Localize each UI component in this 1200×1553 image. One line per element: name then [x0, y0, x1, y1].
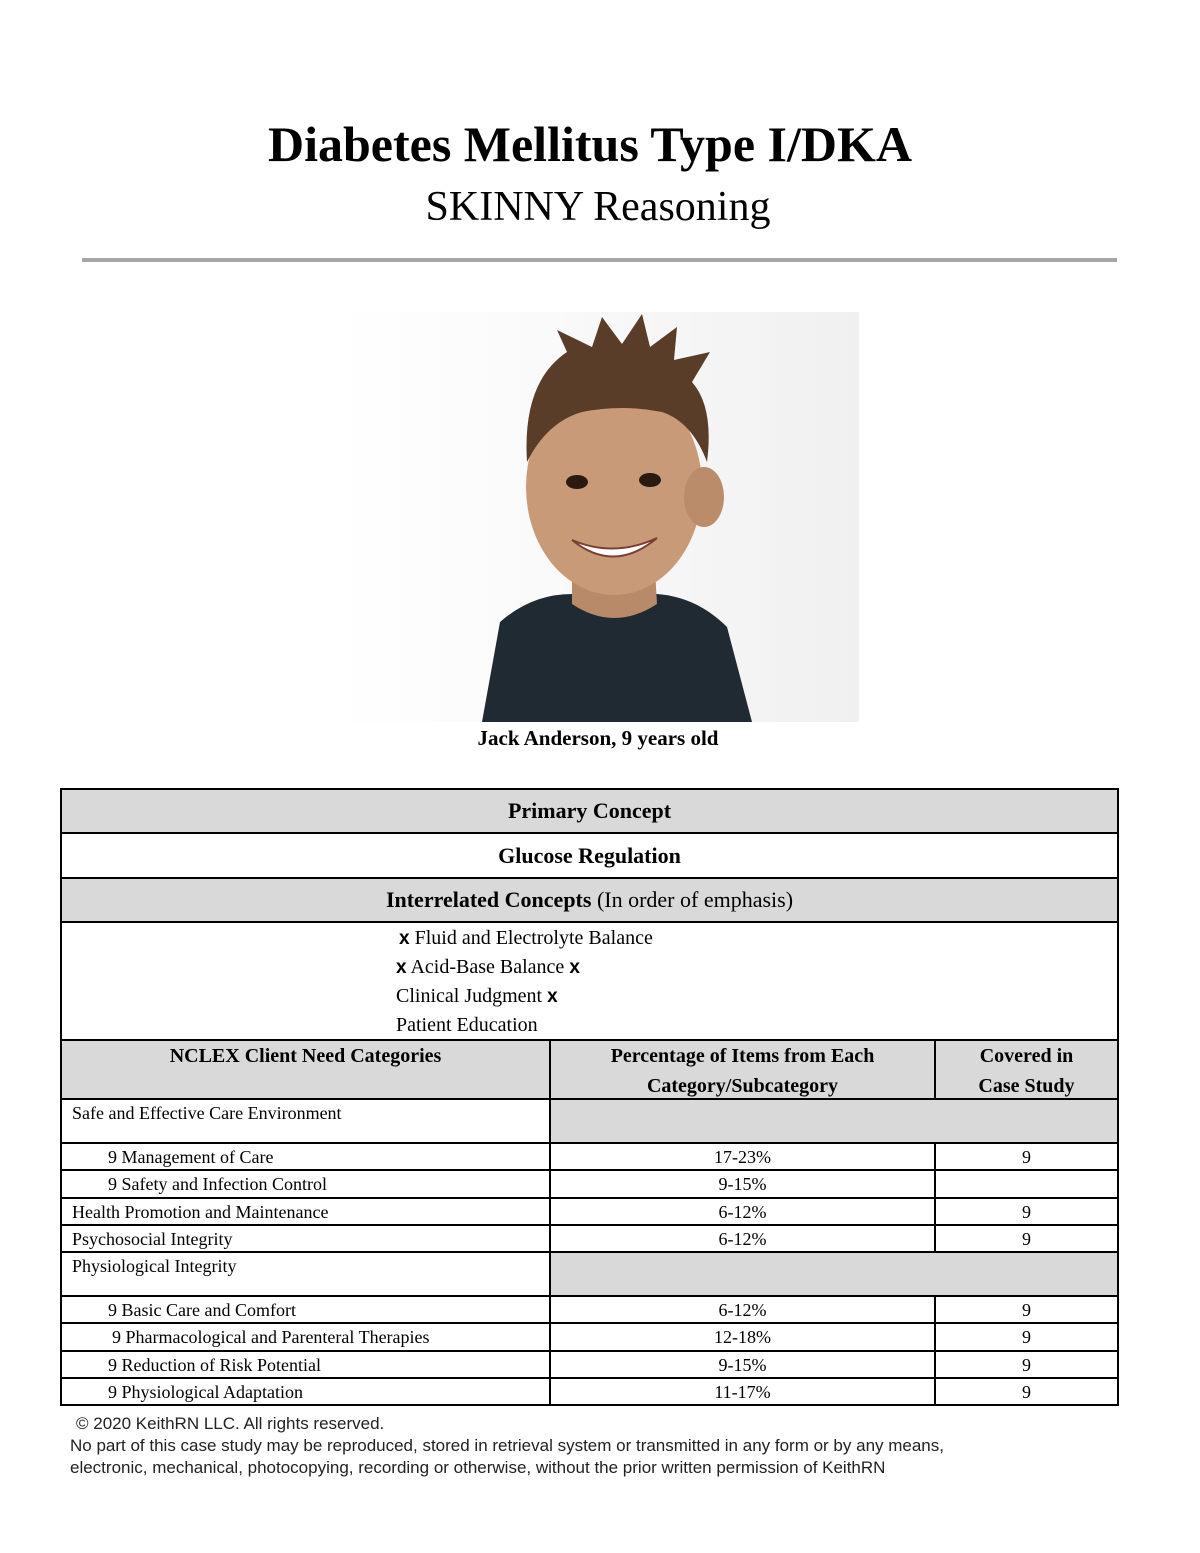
- primary-concept-value: Glucose Regulation: [62, 834, 1117, 879]
- percentage-cell: 6-12%: [551, 1199, 936, 1224]
- covered-cell: 9: [1022, 1147, 1031, 1167]
- interrelated-concepts-note: (In order of emphasis): [596, 887, 794, 912]
- covered-cell: [936, 1171, 1117, 1197]
- concept-text: Patient Education: [396, 1014, 538, 1036]
- table-row: [62, 1379, 1117, 1404]
- covered-cell: 9: [1022, 1300, 1031, 1320]
- left-eye-shape: [566, 475, 588, 489]
- notice-line: electronic, mechanical, photocopying, recording or otherwise, without the prior written permission of KeithRN: [70, 1458, 886, 1477]
- table-row: [62, 1100, 1117, 1144]
- percentage-cell: 6-12%: [551, 1297, 936, 1322]
- table-row: [62, 1171, 1117, 1199]
- category-label: Health Promotion and Maintenance: [62, 1199, 551, 1224]
- document-title: Diabetes Mellitus Type I/DKA: [268, 116, 912, 172]
- table-row: [62, 1226, 1117, 1253]
- subcategory-label: 9 Safety and Infection Control: [62, 1171, 551, 1197]
- table-row: [62, 1144, 1117, 1171]
- percentage-cell: 17-23%: [551, 1144, 936, 1169]
- photo-caption: Jack Anderson, 9 years old: [477, 726, 719, 750]
- interrelated-concepts-header: [62, 879, 1117, 923]
- concept-text: Acid-Base Balance: [410, 956, 565, 978]
- ear-shape: [684, 467, 724, 527]
- header-covered-line: Case Study: [978, 1075, 1075, 1097]
- title-divider: [82, 258, 1117, 262]
- header-covered-line: Covered in: [979, 1045, 1074, 1067]
- category-label: Psychosocial Integrity: [62, 1226, 551, 1251]
- header-covered: [936, 1041, 1117, 1098]
- concept-line: [396, 982, 558, 1011]
- interrelated-concepts-list: [62, 923, 1117, 1041]
- header-percentage: [551, 1041, 936, 1098]
- percentage-cell: 11-17%: [551, 1379, 936, 1404]
- subcategory-label: 9 Physiological Adaptation: [62, 1379, 551, 1404]
- percentage-cell: 6-12%: [551, 1226, 936, 1251]
- subcategory-label: 9 Pharmacological and Parenteral Therapies: [62, 1324, 551, 1350]
- concept-line: [396, 953, 580, 982]
- copyright-footer: [70, 1413, 1170, 1479]
- checkmark-x-icon: x: [569, 957, 580, 978]
- right-eye-shape: [639, 473, 661, 487]
- percentage-cell: 12-18%: [551, 1324, 936, 1350]
- covered-cell: 9: [1022, 1382, 1031, 1402]
- table-row: [62, 1324, 1117, 1352]
- table-row: [62, 1352, 1117, 1379]
- table-row: [62, 1297, 1117, 1324]
- concept-text: Clinical Judgment: [396, 985, 543, 1007]
- checkmark-x-icon: x: [399, 928, 410, 949]
- percentage-cell: 9-15%: [551, 1171, 936, 1197]
- interrelated-concepts-label: Interrelated Concepts: [385, 887, 592, 912]
- category-label: Safe and Effective Care Environment: [62, 1100, 551, 1142]
- copyright-line: © 2020 KeithRN LLC. All rights reserved.: [76, 1414, 385, 1433]
- category-shaded-cell: [551, 1100, 1117, 1142]
- covered-cell: 9: [1022, 1355, 1031, 1375]
- table-row: [62, 1253, 1117, 1297]
- concept-text: Fluid and Electrolyte Balance: [414, 927, 653, 949]
- subcategory-label: 9 Reduction of Risk Potential: [62, 1352, 551, 1377]
- concepts-table: [60, 788, 1119, 1406]
- header-percentage-line: Percentage of Items from Each: [610, 1045, 875, 1067]
- patient-portrait-illustration: [332, 312, 859, 722]
- percentage-cell: 9-15%: [551, 1352, 936, 1377]
- header-percentage-line: Category/Subcategory: [646, 1075, 839, 1097]
- header-categories: NCLEX Client Need Categories: [62, 1041, 551, 1098]
- concept-line: [399, 924, 653, 953]
- table-row: [62, 1199, 1117, 1226]
- subcategory-label: 9 Management of Care: [62, 1144, 551, 1169]
- document-subtitle: SKINNY Reasoning: [425, 184, 771, 230]
- patient-photo: [332, 312, 859, 722]
- concept-line: [396, 1011, 538, 1040]
- category-shaded-cell: [551, 1253, 1117, 1295]
- checkmark-x-icon: x: [396, 957, 407, 978]
- primary-concept-header: Primary Concept: [62, 790, 1117, 834]
- column-header-row: [62, 1041, 1117, 1100]
- checkmark-x-icon: x: [547, 986, 558, 1007]
- subcategory-label: 9 Basic Care and Comfort: [62, 1297, 551, 1322]
- covered-cell: 9: [1022, 1229, 1031, 1249]
- category-label: Physiological Integrity: [62, 1253, 551, 1295]
- covered-cell: 9: [1022, 1202, 1031, 1222]
- notice-line: No part of this case study may be reproduced, stored in retrieval system or transmitted in any form or by any means,: [70, 1436, 944, 1455]
- covered-cell: 9: [1022, 1327, 1031, 1347]
